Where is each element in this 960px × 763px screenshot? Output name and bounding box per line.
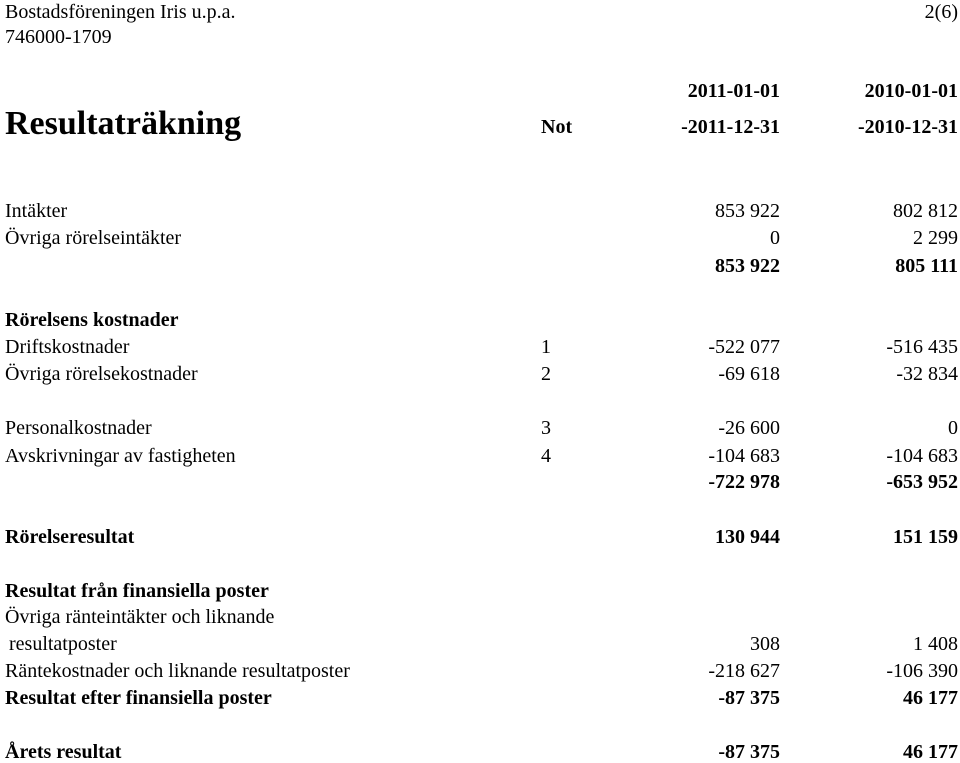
page-number: 2(6) [924, 1, 958, 23]
value-2010-ovriga-rorelseintakter: 2 299 [913, 227, 958, 249]
value-2010-ovriga-rorelsekostnader: -32 834 [896, 363, 958, 385]
note-ref-personalkostnader: 3 [541, 417, 551, 439]
period-2010-end: -2010-12-31 [858, 116, 958, 138]
page-title: Resultaträkning [5, 105, 242, 142]
note-ref-avskrivningar: 4 [541, 445, 551, 467]
row-label-rorelseresultat: Rörelseresultat [5, 526, 135, 548]
section-heading-finansiella-poster: Resultat från finansiella poster [5, 580, 269, 602]
row-label-ovriga-rorelseintakter: Övriga rörelseintäkter [5, 227, 182, 249]
row-label-arets-resultat: Årets resultat [5, 741, 122, 763]
row-label-resultat-efter-finansiella-poster: Resultat efter finansiella poster [5, 687, 272, 709]
value-2010-driftskostnader: -516 435 [886, 336, 958, 358]
value-2010-personalkostnader: 0 [948, 417, 958, 439]
value-2010-ranteintakter: 1 408 [913, 633, 958, 655]
row-label-ovriga-rorelsekostnader: Övriga rörelsekostnader [5, 363, 198, 385]
value-2011-rorelseresultat: 130 944 [715, 526, 780, 548]
row-label-ranteintakter-line1: Övriga ränteintäkter och liknande [5, 606, 275, 628]
value-2011-avskrivningar: -104 683 [708, 445, 780, 467]
organization-number: 746000-1709 [5, 26, 112, 48]
value-2010-intakter: 802 812 [893, 200, 958, 222]
period-2011-end: -2011-12-31 [681, 116, 780, 138]
value-2010-arets-resultat: 46 177 [903, 741, 958, 763]
value-2010-avskrivningar: -104 683 [886, 445, 958, 467]
note-column-header: Not [541, 116, 573, 138]
value-2010-rorelseresultat: 151 159 [893, 526, 958, 548]
section-heading-rorelsens-kostnader: Rörelsens kostnader [5, 309, 179, 331]
subtotal-2011-kostnader: -722 978 [708, 471, 780, 493]
value-2011-personalkostnader: -26 600 [718, 417, 780, 439]
value-2011-rantekostnader: -218 627 [708, 660, 780, 682]
value-2011-arets-resultat: -87 375 [718, 741, 780, 763]
value-2010-rantekostnader: -106 390 [886, 660, 958, 682]
value-2011-resultat-efter-finansiella-poster: -87 375 [718, 687, 780, 709]
subtotal-2011-intakter: 853 922 [715, 255, 780, 277]
subtotal-2010-kostnader: -653 952 [886, 471, 958, 493]
value-2011-intakter: 853 922 [715, 200, 780, 222]
subtotal-2010-intakter: 805 111 [895, 255, 958, 277]
value-2011-ovriga-rorelsekostnader: -69 618 [718, 363, 780, 385]
row-label-driftskostnader: Driftskostnader [5, 336, 130, 358]
row-label-personalkostnader: Personalkostnader [5, 417, 152, 439]
row-label-ranteintakter-line2: resultatposter [9, 633, 117, 655]
period-2011-start: 2011-01-01 [687, 80, 780, 102]
note-ref-ovriga-rorelsekostnader: 2 [541, 363, 551, 385]
row-label-avskrivningar: Avskrivningar av fastigheten [5, 445, 236, 467]
organization-name: Bostadsföreningen Iris u.p.a. [5, 1, 236, 23]
value-2011-ranteintakter: 308 [750, 633, 780, 655]
row-label-intakter: Intäkter [5, 200, 68, 222]
value-2011-ovriga-rorelseintakter: 0 [770, 227, 780, 249]
value-2011-driftskostnader: -522 077 [708, 336, 780, 358]
note-ref-driftskostnader: 1 [541, 336, 551, 358]
row-label-rantekostnader: Räntekostnader och liknande resultatposter [5, 660, 350, 682]
period-2010-start: 2010-01-01 [864, 80, 958, 102]
value-2010-resultat-efter-finansiella-poster: 46 177 [903, 687, 958, 709]
